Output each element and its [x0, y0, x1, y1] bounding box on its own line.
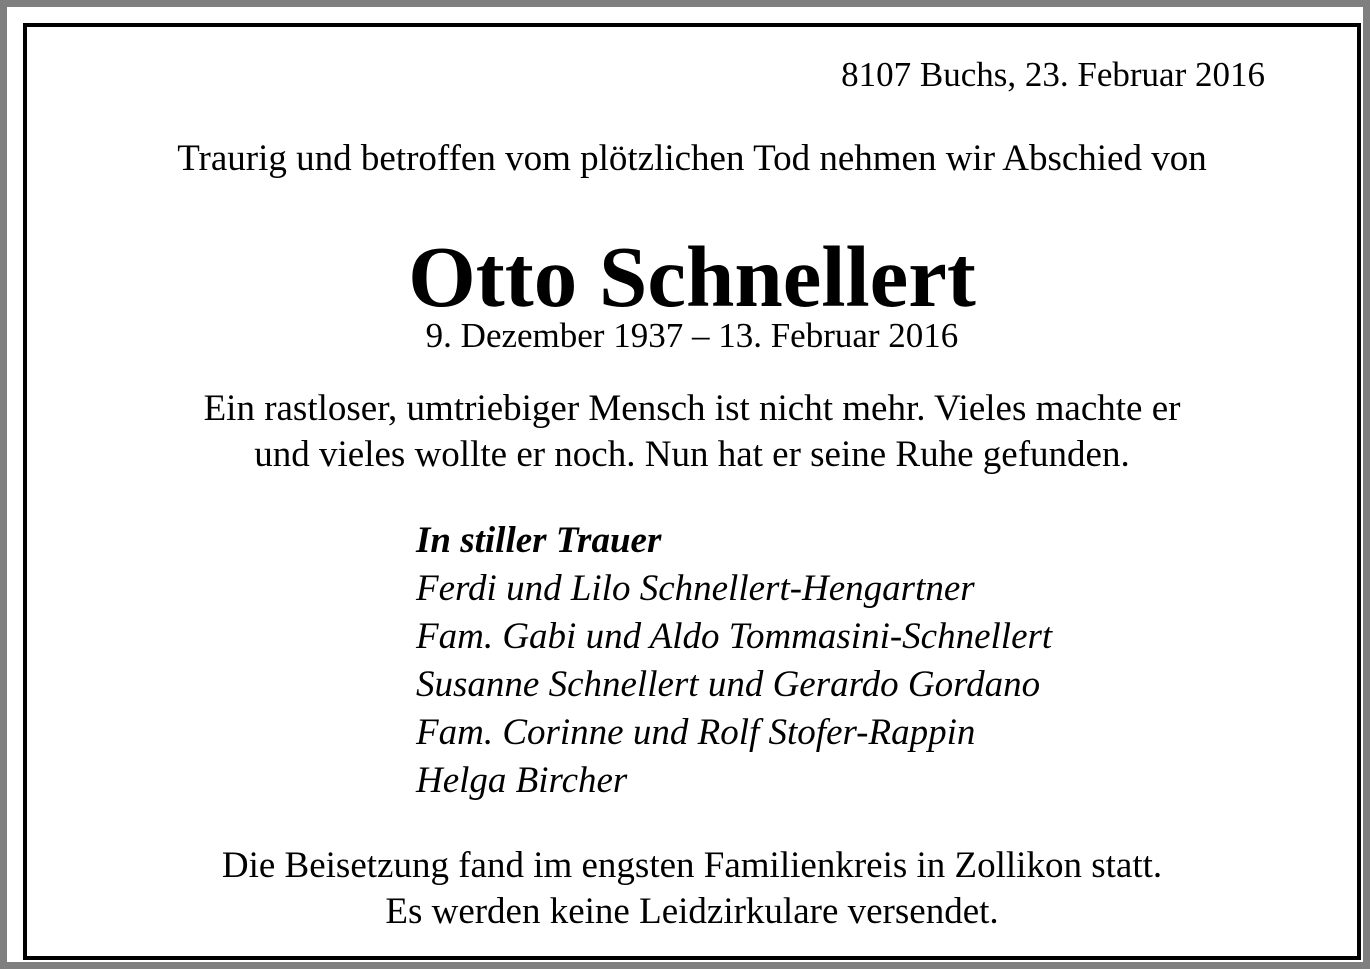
tribute-text — [27, 386, 1357, 478]
mourner-entry: Fam. Corinne und Rolf Stofer-Rappin — [416, 712, 976, 753]
obituary-notice — [23, 23, 1361, 960]
deceased-name: Otto Schnellert — [408, 228, 976, 325]
tribute-line: und vieles wollte er noch. Nun hat er seine Ruhe gefunden. — [254, 434, 1130, 475]
tribute-line: Ein rastloser, umtriebiger Mensch ist nicht mehr. Vieles machte er — [203, 388, 1181, 429]
place-date: 8107 Buchs, 23. Februar 2016 — [841, 55, 1265, 94]
closing-line: Es werden keine Leidzirkulare versendet. — [385, 891, 999, 932]
intro-text: Traurig und betroffen vom plötzlichen Tod nehmen wir Abschied von — [177, 138, 1207, 179]
closing-line: Die Beisetzung fand im engsten Familienkreis in Zollikon statt. — [221, 845, 1163, 886]
lifespan-dates: 9. Dezember 1937 – 13. Februar 2016 — [425, 316, 959, 355]
mourner-entry: Susanne Schnellert und Gerardo Gordano — [416, 664, 1041, 705]
mourner-entry: Ferdi und Lilo Schnellert-Hengartner — [416, 568, 975, 609]
mourning-heading: In stiller Trauer — [416, 520, 662, 561]
mourners-list — [416, 517, 1052, 805]
mourner-entry: Fam. Gabi und Aldo Tommasini-Schnellert — [416, 616, 1053, 657]
mourner-entry: Helga Bircher — [416, 760, 628, 801]
closing-text — [27, 843, 1357, 935]
